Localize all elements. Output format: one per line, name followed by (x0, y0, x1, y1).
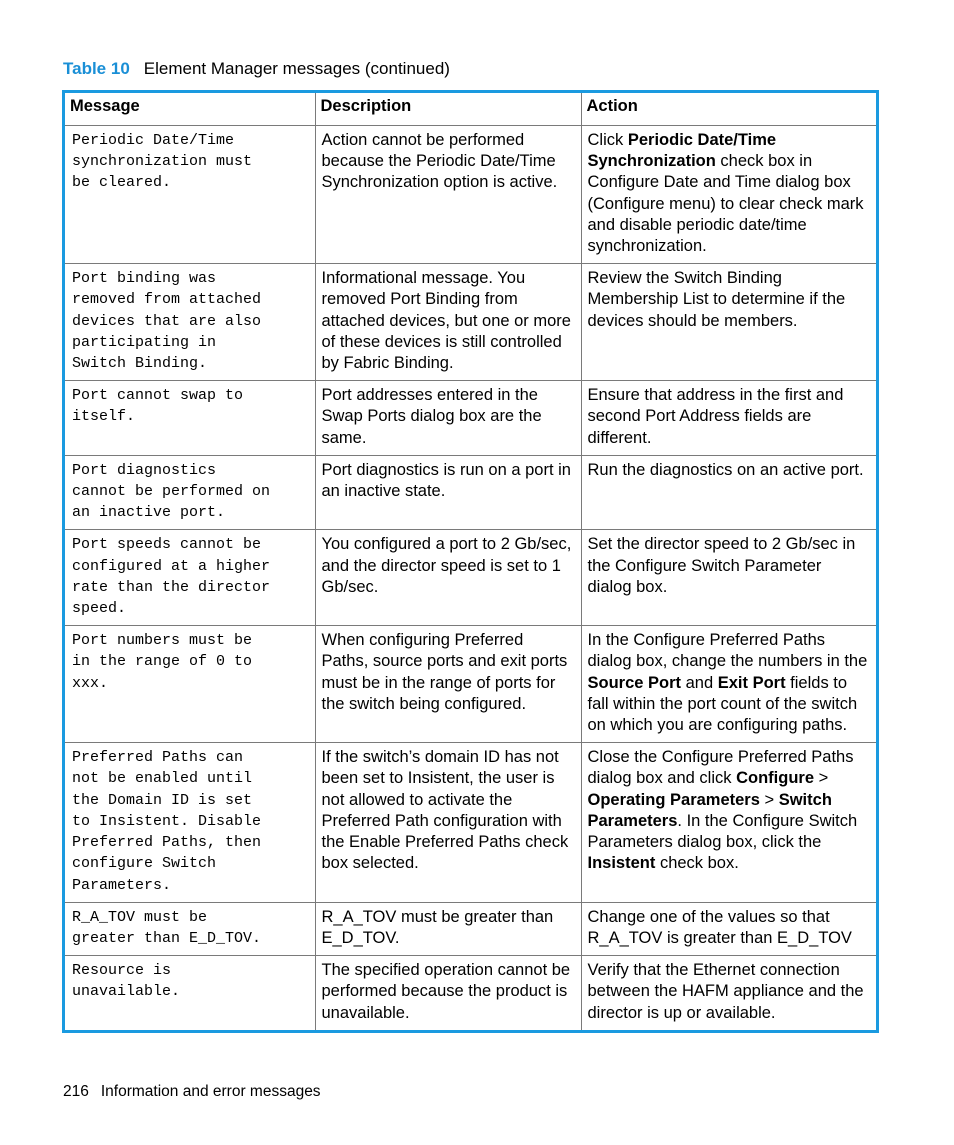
action-cell (581, 264, 876, 381)
description-cell: You configured a port to 2 Gb/sec, and the director speed is set to 1 Gb/sec. (315, 530, 581, 626)
action-cell (581, 743, 876, 902)
message-cell: Port diagnostics cannot be performed on an inactive port. (65, 455, 315, 530)
action-text: Run the diagnostics on an active port. (587, 460, 864, 479)
table-row (65, 455, 876, 530)
action-emphasis: Periodic Date/Time Synchronization (587, 131, 777, 171)
header-description: Description (315, 93, 581, 126)
table-row (65, 126, 876, 264)
action-emphasis: Configure (736, 769, 815, 788)
table-row (65, 381, 876, 456)
action-cell (581, 902, 876, 955)
description-cell: When configuring Preferred Paths, source ports and exit ports must be in the range of ports for the switch being configured. (315, 626, 581, 743)
description-cell: R_A_TOV must be greater than E_D_TOV. (315, 902, 581, 955)
action-cell (581, 956, 876, 1030)
message-cell: Port numbers must be in the range of 0 to xxx. (65, 626, 315, 743)
table-row (65, 264, 876, 381)
message-cell: Port binding was removed from attached devices that are also participating in Switch Binding. (65, 264, 315, 381)
footer-section: Information and error messages (100, 1083, 321, 1100)
action-emphasis: Switch Parameters (587, 790, 832, 830)
table-row (65, 743, 876, 902)
action-text: Ensure that address in the first and second Port Address fields are different. (587, 386, 844, 447)
action-text: Close the Configure Preferred Paths dialog box and click (587, 748, 854, 788)
action-cell (581, 530, 876, 626)
message-cell: Preferred Paths can not be enabled until the Domain ID is set to Insistent. Disable Preferred Paths, then configure Switch Parameters. (65, 743, 315, 902)
table-row (65, 956, 876, 1030)
table-number: Table 10 (63, 59, 130, 78)
message-cell: Resource is unavailable. (65, 956, 315, 1030)
table-header-row (65, 93, 876, 126)
action-emphasis: Exit Port (717, 673, 786, 692)
action-cell (581, 381, 876, 456)
description-cell: Port diagnostics is run on a port in an inactive state. (315, 455, 581, 530)
action-text: Click (587, 131, 628, 149)
action-text: Review the Switch Binding Membership List to determine if the devices should be members. (587, 269, 846, 330)
action-text: and (681, 673, 718, 692)
action-text: fields to fall within the port count of the switch on which you are configuring paths. (587, 673, 858, 735)
table-title: Element Manager messages (continued) (143, 59, 450, 78)
action-cell (581, 626, 876, 743)
description-cell: Informational message. You removed Port Binding from attached devices, but one or more of these devices is still controlled by Fabric Binding. (315, 264, 581, 381)
action-cell (581, 455, 876, 530)
action-text: > (814, 769, 829, 788)
action-emphasis: Insistent (587, 854, 656, 873)
description-cell: If the switch’s domain ID has not been set to Insistent, the user is not allowed to activate the Preferred Path configuration with the Enable Preferred Paths check box selected. (315, 743, 581, 902)
table-row (65, 902, 876, 955)
message-cell: Periodic Date/Time synchronization must be cleared. (65, 126, 315, 264)
message-cell: R_A_TOV must be greater than E_D_TOV. (65, 902, 315, 955)
message-cell: Port cannot swap to itself. (65, 381, 315, 456)
header-message: Message (65, 93, 315, 126)
action-text: check box. (655, 854, 739, 873)
header-action: Action (581, 93, 876, 126)
action-cell (581, 126, 876, 264)
action-text: Set the director speed to 2 Gb/sec in the Configure Switch Parameter dialog box. (587, 535, 856, 596)
action-emphasis: Source Port (587, 673, 682, 692)
message-cell: Port speeds cannot be configured at a higher rate than the director speed. (65, 530, 315, 626)
description-cell: Action cannot be performed because the Periodic Date/Time Synchronization option is active. (315, 126, 581, 264)
page-number: 216 (63, 1083, 89, 1100)
table-row (65, 626, 876, 743)
description-cell: Port addresses entered in the Swap Ports dialog box are the same. (315, 381, 581, 456)
action-emphasis: Operating Parameters (587, 790, 760, 809)
action-text: > (759, 790, 779, 809)
action-text: In the Configure Preferred Paths dialog box, change the numbers in the (587, 631, 868, 671)
action-text: . In the Configure Switch Parameters dialog box, click the (587, 811, 858, 852)
action-text: Change one of the values so that R_A_TOV is greater than E_D_TOV (587, 907, 852, 947)
table-caption (63, 59, 450, 79)
action-text: check box in Configure Date and Time dialog box (Configure menu) to clear check mark and disable periodic date/time synchronization. (587, 152, 864, 256)
action-text: Verify that the Ethernet connection between the HAFM appliance and the director is up or available. (587, 961, 864, 1022)
description-cell: The specified operation cannot be performed because the product is unavailable. (315, 956, 581, 1030)
messages-table (62, 90, 879, 1033)
table-row (65, 530, 876, 626)
page-footer (63, 1083, 321, 1101)
